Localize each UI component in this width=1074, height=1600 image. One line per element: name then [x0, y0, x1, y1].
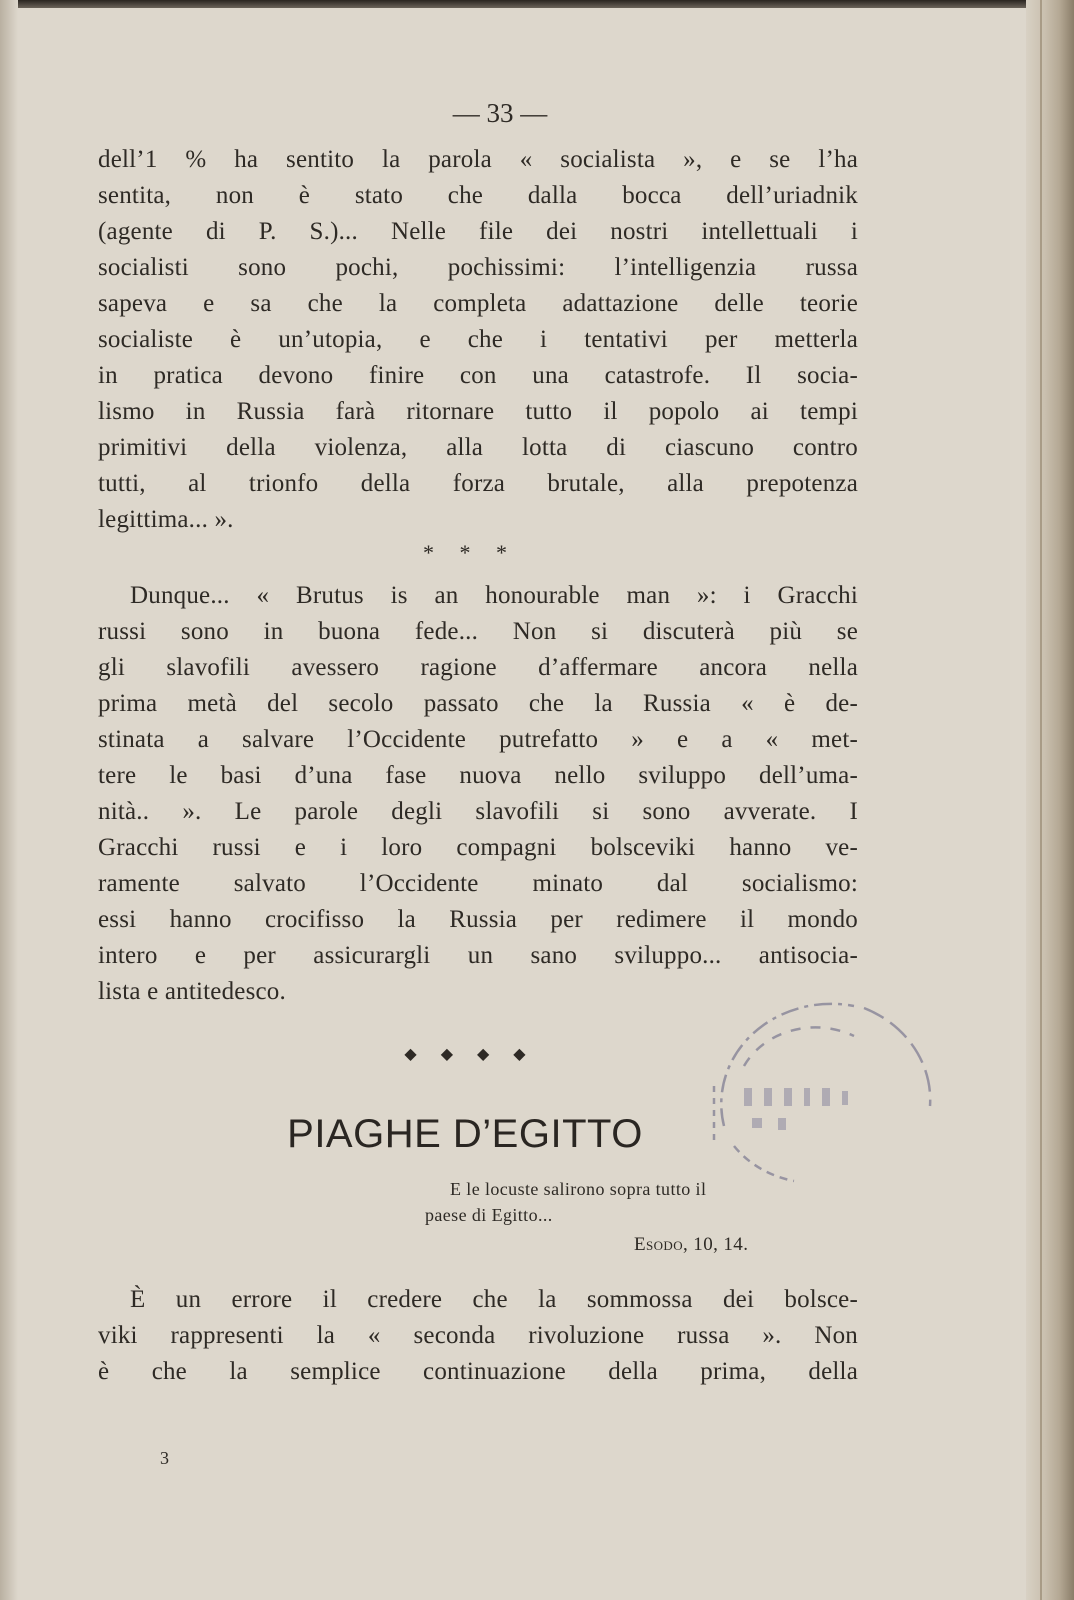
text-line: legittima... ».	[98, 506, 234, 533]
text-line: nità.. ». Le parole degli slavofili si sono avverate. I	[98, 798, 858, 825]
library-stamp-icon	[704, 996, 944, 1196]
text-line: lista e antitedesco.	[98, 978, 286, 1005]
text-line: è che la semplice continuazione della prima, della	[98, 1358, 858, 1385]
text-line: stinata a salvare l’Occidente putrefatto » e a « met-	[98, 726, 858, 753]
page-top-edge	[0, 0, 1074, 8]
epigraph-source: Esodo, 10, 14.	[634, 1234, 749, 1255]
page-left-edge	[0, 0, 18, 1600]
epigraph-line: paese di Egitto...	[425, 1205, 553, 1225]
text-line: È un errore il credere che la sommossa dei bolsce-	[130, 1286, 858, 1313]
text-line: viki rappresenti la « seconda rivoluzione russa ». Non	[98, 1322, 858, 1349]
text-line: primitivi della violenza, alla lotta di ciascuno contro	[98, 434, 858, 461]
page-number: — 33 —	[452, 98, 548, 128]
text-line: tutti, al trionfo della forza brutale, alla prepotenza	[98, 470, 858, 497]
text-line: Dunque... « Brutus is an honourable man »: i Gracchi	[130, 582, 858, 609]
diamond-separator: ◆ ◆ ◆ ◆	[404, 1046, 536, 1063]
text-line: sentita, non è stato che dalla bocca dell’uriadnik	[98, 182, 858, 209]
text-line: tere le basi d’una fase nuova nello sviluppo dell’uma-	[98, 762, 858, 789]
text-line: gli slavofili avessero ragione d’affermare ancora nella	[98, 654, 858, 681]
text-line: in pratica devono finire con una catastrofe. Il socia-	[98, 362, 858, 389]
text-line: socialisti sono pochi, pochissimi: l’intelligenzia russa	[98, 254, 858, 281]
text-line: dell’1 % ha sentito la parola « socialista », e se l’ha	[98, 146, 858, 173]
text-line: socialiste è un’utopia, e che i tentativi per metterla	[98, 326, 858, 353]
signature-folio: 3	[160, 1448, 169, 1468]
text-line: russi sono in buona fede... Non si discuterà più se	[98, 618, 858, 645]
text-line: essi hanno crocifisso la Russia per redimere il mondo	[98, 906, 858, 933]
text-line: ramente salvato l’Occidente minato dal socialismo:	[98, 870, 858, 897]
text-line: lismo in Russia farà ritornare tutto il popolo ai tempi	[98, 398, 858, 425]
text-line: Gracchi russi e i loro compagni bolsceviki hanno ve-	[98, 834, 858, 861]
page-stack-edge	[1026, 0, 1074, 1600]
chapter-title: PIAGHE D’EGITTO	[287, 1112, 643, 1156]
text-line: sapeva e sa che la completa adattazione delle teorie	[98, 290, 858, 317]
epigraph-line: E le locuste salirono sopra tutto il	[450, 1179, 707, 1199]
text-line: intero e per assicurargli un sano sviluppo... antisocia-	[98, 942, 858, 969]
asterism-separator: * * *	[423, 540, 517, 565]
text-line: prima metà del secolo passato che la Russia « è de-	[98, 690, 858, 717]
text-line: (agente di P. S.)... Nelle file dei nostri intellettuali i	[98, 218, 858, 245]
